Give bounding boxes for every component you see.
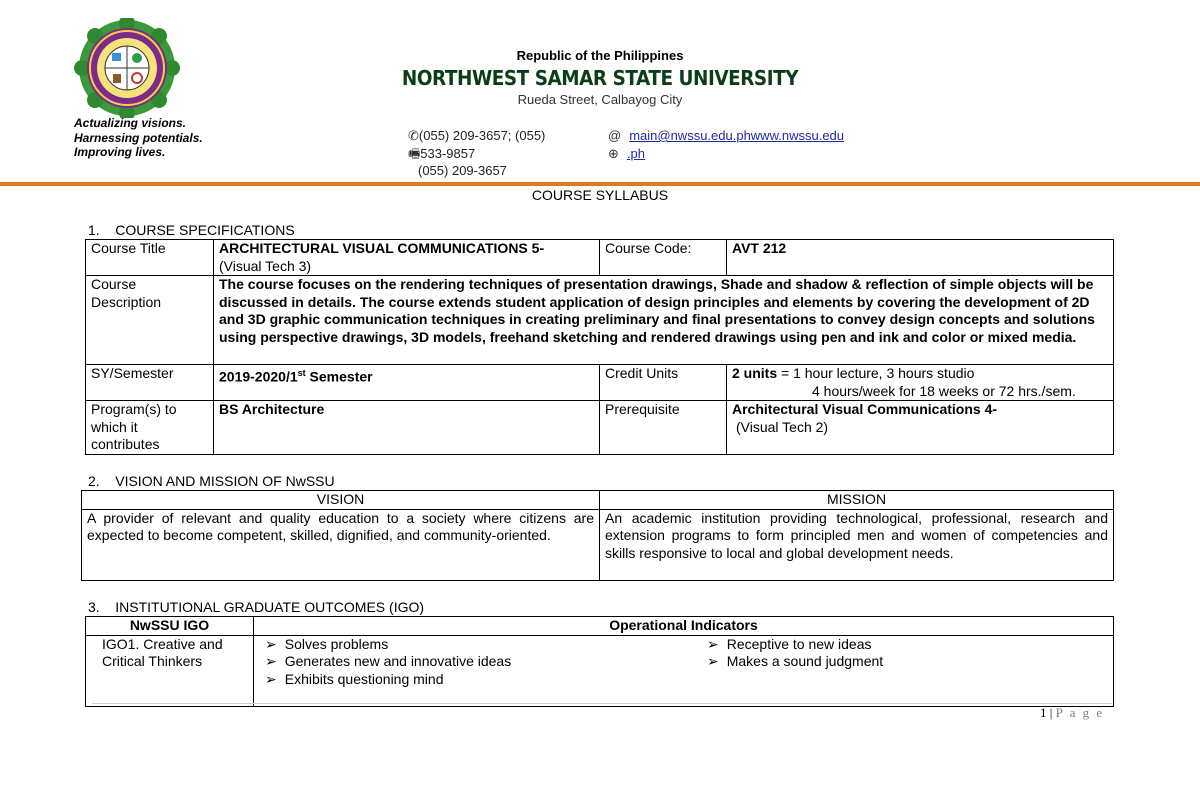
website-link[interactable]: .ph — [626, 145, 645, 161]
page-separator: | — [1046, 705, 1056, 720]
globe-icon: ⊕ — [608, 145, 619, 161]
list-item — [265, 671, 707, 689]
table-row — [86, 365, 1114, 401]
indicators-col-header: Operational Indicators — [254, 617, 1114, 636]
course-description-label: Course Description — [86, 276, 214, 365]
document-title: COURSE SYLLABUS — [531, 187, 669, 203]
sy-value: 2019-2020/1 — [219, 368, 298, 385]
igo1-indicators — [254, 635, 1114, 706]
indicator-text: Makes a sound judgment — [726, 653, 884, 669]
mission-header: MISSION — [600, 491, 1114, 510]
credit-units-label: Credit Units — [600, 365, 727, 401]
section-heading: 2. VISION AND MISSION OF NwSSU — [88, 473, 335, 489]
list-item — [265, 653, 707, 671]
indicator-text: Solves problems — [284, 635, 389, 652]
footer-divider — [92, 703, 1112, 704]
sy-sup: st — [297, 368, 306, 378]
arrow-bullet-icon: ➢ — [265, 635, 277, 652]
sy-tail: Semester — [305, 368, 373, 385]
table-row — [82, 509, 1114, 580]
motto-line: Improving lives. — [74, 145, 166, 159]
igo1-label: IGO1. Creative and Critical Thinkers — [86, 635, 254, 706]
list-item — [265, 636, 707, 654]
arrow-bullet-icon: ➢ — [707, 653, 719, 669]
university-name: NORTHWEST SAMAR STATE UNIVERSITY — [401, 66, 799, 90]
course-description-value: The course focuses on the rendering techniques of presentation drawings, Shade and shadow & reflection of simple objects will be discussed in details. The course extends student application of design principles and elements by covering the development of 2D and 3D graphic communication techniques in creating preliminary and final presentations to convey design concepts and solutions using perspective drawings, 3D models, freehand sketching and rendered drawings using pen and ink and color or mixed media. — [214, 276, 1114, 365]
indicator-list-left — [259, 636, 707, 689]
indicator-list-right — [707, 636, 883, 689]
course-title-line: ARCHITECTURAL VISUAL COMMUNICATIONS 5- — [219, 240, 545, 256]
course-code-value: AVT 212 — [727, 240, 1114, 276]
mission-text: An academic institution providing technological, professional, research and extension programs to form principled men and women of competencies and skills responsive to local and global development needs. — [600, 509, 1114, 580]
phone-line: (055) 209-3657 — [418, 163, 507, 178]
indicator-text: Exhibits questioning mind — [284, 670, 444, 687]
page-label: P a g e — [1055, 705, 1105, 720]
arrow-bullet-icon: ➢ — [265, 670, 277, 687]
sy-semester-value — [214, 365, 600, 401]
credit-units-hours: 4 hours/week for 18 weeks or 72 hrs./sem. — [812, 382, 1076, 399]
fax-icon: 🖷 — [408, 145, 421, 161]
course-code-label: Course Code: — [600, 240, 727, 276]
course-title-label: Course Title — [86, 240, 214, 276]
table-row — [86, 276, 1114, 365]
igo-table — [85, 616, 1114, 707]
email-contact — [608, 127, 844, 162]
phone-contact — [408, 127, 545, 180]
email-link[interactable]: main@nwssu.edu.phwww.nwssu.edu — [629, 128, 845, 143]
credit-units-detail: = 1 hour lecture, 3 hours studio — [777, 365, 975, 381]
course-specifications-table — [85, 239, 1114, 455]
credit-units-value — [727, 365, 1114, 401]
course-title-subline: (Visual Tech 3) — [219, 257, 312, 274]
program-value: BS Architecture — [214, 401, 600, 455]
arrow-bullet-icon: ➢ — [707, 635, 719, 652]
vision-header: VISION — [82, 491, 600, 510]
sy-semester-label: SY/Semester — [86, 365, 214, 401]
arrow-bullet-icon: ➢ — [265, 653, 277, 669]
phone-icon: ✆ — [408, 128, 419, 143]
vision-text: A provider of relevant and quality education to a society where citizens are expected to become competent, skilled, dignified, and community-oriented. — [82, 509, 600, 580]
university-address: Rueda Street, Calbayog City — [517, 92, 683, 107]
list-item — [707, 636, 883, 654]
page-number-value: 1 — [1040, 705, 1047, 720]
table-row — [86, 240, 1114, 276]
section-heading: 3. INSTITUTIONAL GRADUATE OUTCOMES (IGO) — [88, 599, 425, 615]
prerequisite-line: Architectural Visual Communications 4- — [732, 401, 998, 417]
program-label: Program(s) to which it contributes — [86, 401, 214, 455]
prerequisite-subline: (Visual Tech 2) — [736, 418, 829, 435]
indicator-text: Generates new and innovative ideas — [284, 653, 512, 669]
republic-text: Republic of the Philippines — [516, 48, 684, 63]
table-row — [86, 617, 1114, 636]
motto-line: Harnessing potentials. — [74, 130, 203, 145]
igo-col-header: NwSSU IGO — [86, 617, 254, 636]
table-row — [86, 635, 1114, 706]
course-title-value — [214, 240, 600, 276]
list-item — [707, 653, 883, 671]
header-divider — [0, 182, 1200, 186]
prerequisite-value — [727, 401, 1114, 455]
phone-line: 533-9857 — [420, 145, 476, 161]
table-row — [82, 491, 1114, 510]
university-motto — [74, 116, 203, 160]
table-row — [86, 401, 1114, 455]
prerequisite-label: Prerequisite — [600, 401, 727, 455]
section-heading: 1. COURSE SPECIFICATIONS — [88, 222, 295, 238]
page-number — [1040, 705, 1104, 721]
credit-units-count: 2 units — [732, 365, 778, 381]
indicator-text: Receptive to new ideas — [726, 635, 872, 652]
motto-line: Actualizing visions. — [74, 116, 187, 130]
vision-mission-table — [81, 490, 1114, 581]
phone-line: (055) 209-3657; (055) — [418, 128, 546, 143]
at-icon: @ — [608, 128, 622, 143]
